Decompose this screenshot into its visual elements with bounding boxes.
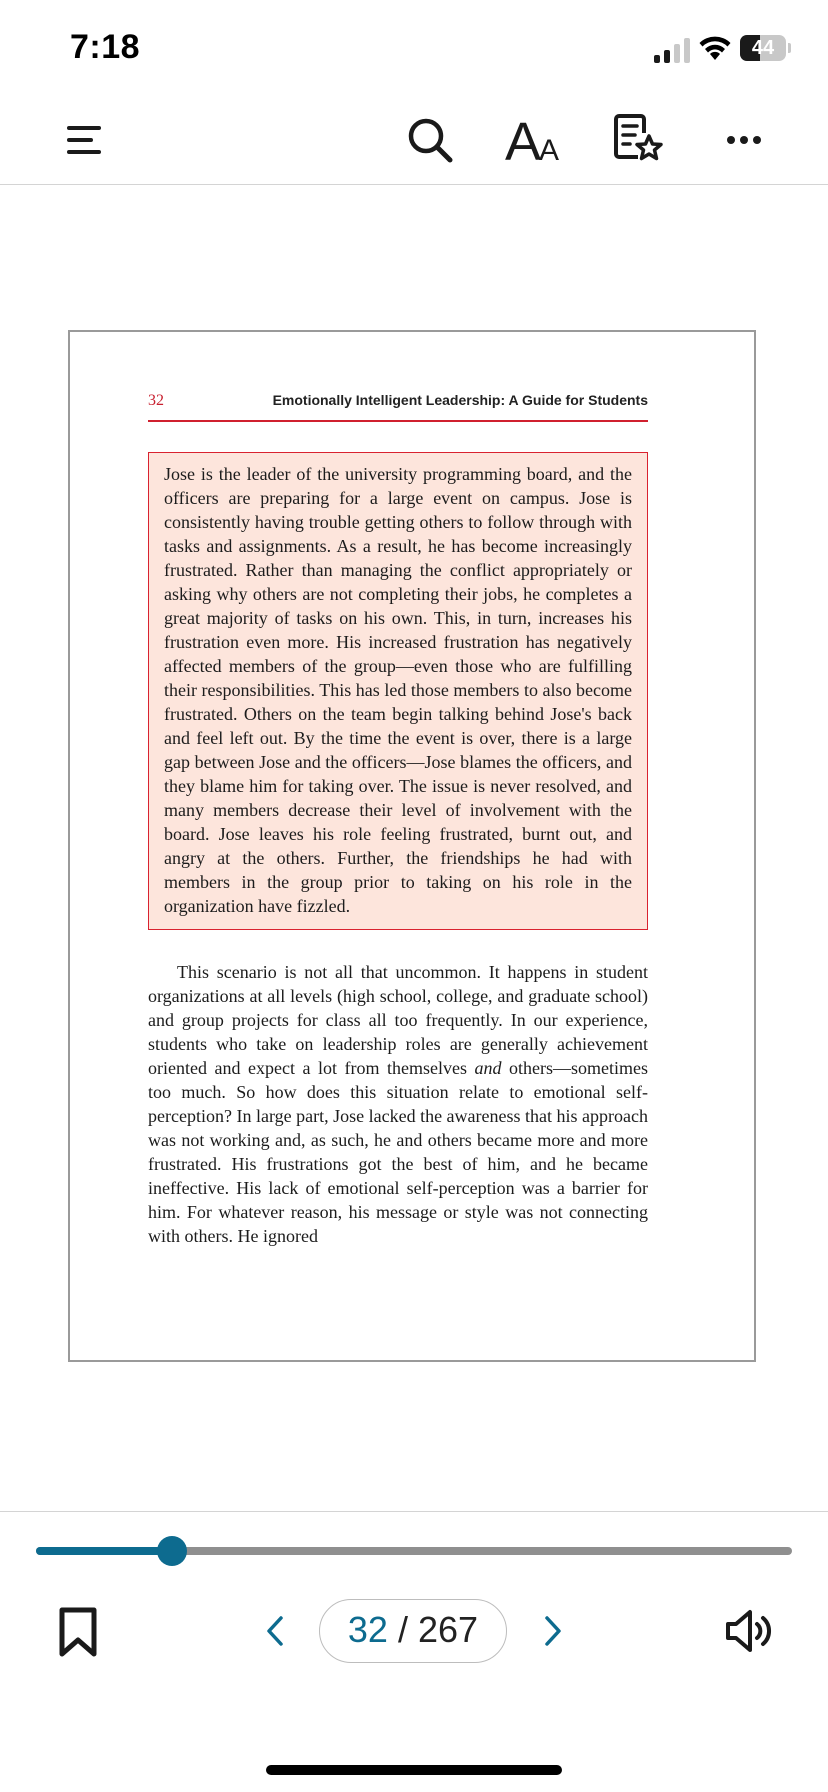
page-number: 32 <box>148 392 164 409</box>
total-pages: 267 <box>418 1609 479 1650</box>
search-icon <box>406 116 454 164</box>
bottom-divider <box>0 1511 828 1512</box>
chevron-left-icon <box>266 1615 284 1647</box>
previous-page-button[interactable] <box>258 1609 292 1653</box>
book-title: Emotionally Intelligent Leadership: A Guide for Students <box>272 392 648 408</box>
next-page-button[interactable] <box>536 1609 570 1653</box>
read-aloud-speaker-icon[interactable] <box>724 1606 776 1656</box>
more-options-button[interactable] <box>712 108 776 172</box>
svg-text:A: A <box>505 114 542 166</box>
top-toolbar <box>0 100 828 185</box>
callout-text: Jose is the leader of the university programming board, and the officers are preparing for a large event on campus. Jose is consistently having trouble getting others to follow through with tasks and assignments. As a result, he has become increasingly frustrated. Rather than managing the conflict appropriately or asking why others are not completing their jobs, he completes a great majority of tasks on his own. This, in turn, increases his frustration even more. His increased frustration has negatively affected members of the group—even those who are fulfilling their responsibilities. This has led those members to also become frustrated. Others on the team begin talking behind Jose's back and feel left out. By the time the event is over, there is a large gap between Jose and the officers—Jose blames the officers, and they blame him for taking over. The issue is never resolved, and many members decrease their level of involvement with the board. Jose leaves his role feeling frustrated, burnt out, and angry at the others. Further, the friendships he had with members in the group prior to taking on his role in the organization have fizzled. <box>164 464 632 916</box>
search-button[interactable] <box>398 108 462 172</box>
bookmark-icon[interactable] <box>56 1606 100 1658</box>
home-indicator <box>266 1765 562 1775</box>
notes-bookmarks-button[interactable] <box>606 108 670 172</box>
cellular-signal-icon <box>652 38 692 64</box>
page-indicator[interactable] <box>319 1599 507 1663</box>
reading-progress-thumb[interactable] <box>157 1536 187 1566</box>
body-text-part: This scenario is not all that uncommon. It happens in student organizations at all levels (high school, college, and graduate school) and group projects for class all too frequently. In our experience, students who take on leadership roles are generally achievement oriented and expect a lot from themselves <box>148 962 648 1078</box>
battery-level: 44 <box>751 37 775 59</box>
body-text-italic: and <box>474 1058 502 1078</box>
status-time: 7:18 <box>70 28 141 66</box>
running-head <box>148 392 648 412</box>
body-paragraph <box>148 960 648 1248</box>
bookmarks-list-icon <box>612 113 664 167</box>
svg-text:A: A <box>539 134 560 166</box>
book-page[interactable] <box>68 330 756 1362</box>
menu-icon <box>64 122 104 158</box>
battery-icon <box>740 35 790 61</box>
wifi-icon <box>698 34 732 62</box>
text-size-button[interactable] <box>502 108 566 172</box>
current-page: 32 <box>347 1609 388 1650</box>
reading-progress-fill <box>36 1547 172 1555</box>
menu-button[interactable] <box>52 108 116 172</box>
page-separator: / <box>397 1609 408 1650</box>
status-bar <box>0 0 828 100</box>
text-size-icon <box>505 114 563 166</box>
scenario-callout-box <box>148 452 648 930</box>
reading-progress-slider[interactable] <box>36 1547 792 1555</box>
running-head-rule <box>148 420 648 422</box>
more-icon <box>724 134 764 146</box>
body-text-part: others—sometimes too much. So how does this situation relate to emotional self-perception? In large part, Jose lacked the awareness that his approach was not working and, as such, he and others became more and more frustrated. His frustrations got the best of him, and he became ineffective. His lack of emotional self-perception was a barrier for him. For whatever reason, his message or style was not connecting with others. He ignored <box>148 1058 648 1246</box>
chevron-right-icon <box>544 1615 562 1647</box>
